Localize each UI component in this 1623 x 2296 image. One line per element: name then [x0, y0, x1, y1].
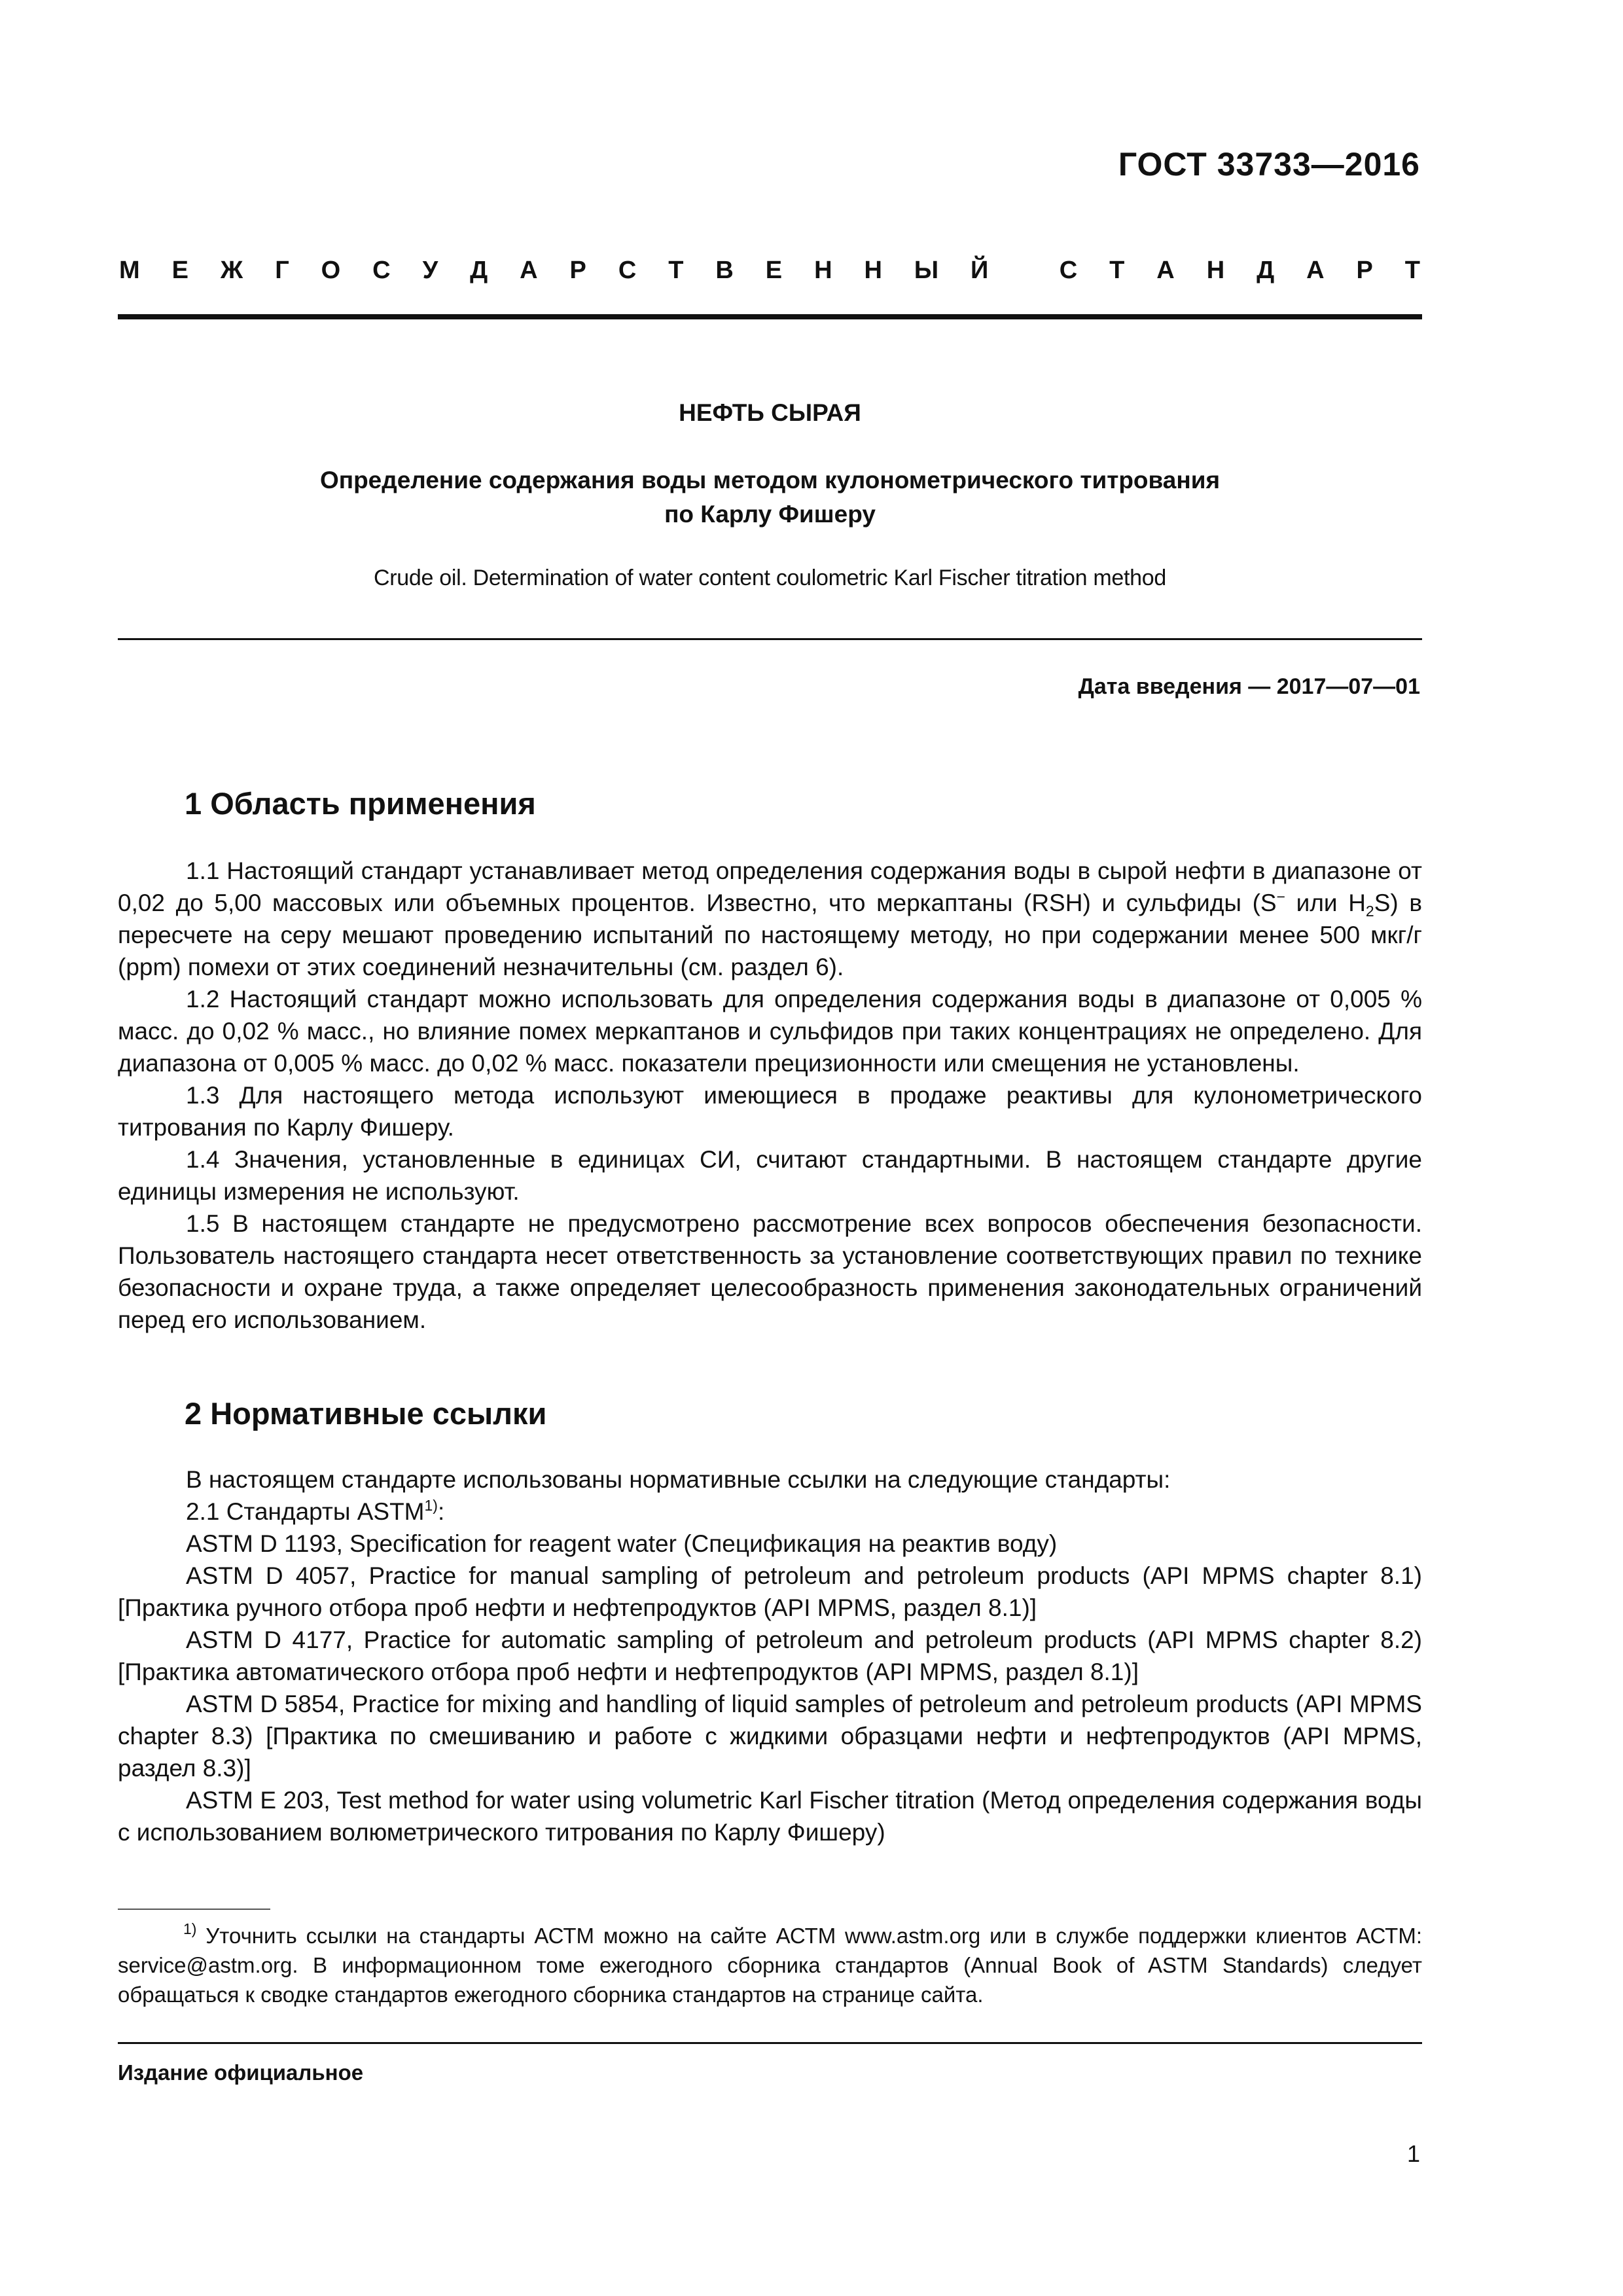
section-2-body	[118, 1463, 1422, 1848]
section-1-heading: 1 Область применения	[185, 786, 536, 821]
footer-rule	[118, 2042, 1422, 2044]
reference-astm-d4057: ASTM D 4057, Practice for manual sampling of petroleum and petroleum products (API MPMS chapter 8.1) [Практика ручного отбора проб нефти и нефтепродуктов (API MPMS, раздел 8.1)]	[118, 1562, 1422, 1621]
standard-kind-letter: В	[715, 257, 734, 284]
standard-kind-letter: Д	[1257, 257, 1275, 284]
standard-kind-letter: У	[422, 257, 438, 284]
footnote-separator	[118, 1909, 270, 1910]
paragraph-1-3: 1.3 Для настоящего метода используют имеющиеся в продаже реактивы для кулонометрического титрования по Карлу Фишеру.	[118, 1082, 1422, 1141]
standard-kind-letter: Н	[1206, 257, 1225, 284]
paragraph-1-5: 1.5 В настоящем стандарте не предусмотрено рассмотрение всех вопросов обеспечения безопасности. Пользователь настоящего стандарта несет ответственность за установление соответствующих правил по технике безопасности и охране труда, а также определяет целесообразность применения законодательных ограничений перед его использованием.	[118, 1210, 1422, 1333]
standard-kind-letter: Ы	[914, 257, 939, 284]
footnote	[118, 1921, 1422, 2009]
standard-kind-letter: А	[520, 257, 538, 284]
subtitle-line-1: Определение содержания воды методом кулонометрического титрования	[319, 467, 1221, 493]
official-edition-label: Издание официальное	[118, 2060, 364, 2085]
paragraph-1-4: 1.4 Значения, установленные в единицах СИ, считают стандартными. В настоящем стандарте другие единицы измерения не используют.	[118, 1146, 1422, 1205]
standard-kind-letter: Г	[275, 257, 289, 284]
section-2-intro: В настоящем стандарте использованы нормативные ссылки на следующие стандарты:	[186, 1466, 1171, 1493]
paragraph-2-1: 2.1 Стандарты ASTM$^{1)}$:	[186, 1497, 445, 1525]
reference-astm-e203: ASTM E 203, Test method for water using volumetric Karl Fischer titration (Метод определения содержания воды с использованием волюметрического титрования по Карлу Фишеру)	[118, 1787, 1422, 1846]
english-title: Crude oil. Determination of water content coulometric Karl Fischer titration method	[374, 565, 1166, 590]
standard-kind-letter: С	[618, 257, 637, 284]
standard-kind-letter: С	[372, 257, 391, 284]
standard-kind-letter: С	[1059, 257, 1078, 284]
subtitle-line-2: по Карлу Фишеру	[664, 501, 876, 528]
document-title: НЕФТЬ СЫРАЯ	[679, 399, 861, 426]
standard-kind-letter: А	[1156, 257, 1175, 284]
section-1-body	[118, 855, 1422, 1336]
standard-kind-letter: Т	[1109, 257, 1125, 284]
reference-astm-d1193: ASTM D 1193, Specification for reagent water (Спецификация на реактив воду)	[186, 1530, 1058, 1557]
footnote-text: Уточнить ссылки на стандарты АСТМ можно на сайте АСТМ www.astm.org или в службе поддержки клиентов АСТМ: service@astm.org. В информационном томе ежегодного сборника стандартов (Annual Book of ASTM Standards) следует обращаться к сводке стандартов ежегодного сборника стандартов на странице сайта.	[118, 1924, 1422, 2007]
standard-kind-letter: О	[321, 257, 341, 284]
reference-astm-d4177: ASTM D 4177, Practice for automatic sampling of petroleum and petroleum products (API MPMS chapter 8.2) [Практика автоматического отбора проб нефти и нефтепродуктов (API MPMS, раздел 8.1)]	[118, 1626, 1422, 1685]
standard-kind-letter: Н	[814, 257, 832, 284]
reference-astm-d5854: ASTM D 5854, Practice for mixing and handling of liquid samples of petroleum and petroleum products (API MPMS chapter 8.3) [Практика по смешиванию и работе с жидкими образцами нефти и нефтепродуктов (API MPMS, раздел 8.3)]	[118, 1691, 1422, 1782]
standard-kind-letter: Е	[171, 257, 188, 284]
standard-kind-letter: Ж	[220, 257, 243, 284]
standard-kind-letter: Т	[1404, 257, 1420, 284]
paragraph-1-1: 1.1 Настоящий стандарт устанавливает метод определения содержания воды в сырой нефти в диапазоне от 0,02 до 5,00 массовых или объемных процентов. Известно, что меркаптаны (RSH) и сульфиды (S− или $H_2S$) в пересчете на серу мешают проведению испытаний по настоящему методу, но при содержании менее 500 мкг/г (ppm) помехи от этих соединений незначительны (см. раздел 6).	[118, 857, 1422, 980]
standard-kind-letter: Е	[765, 257, 783, 284]
standard-kind-letter: Р	[1356, 257, 1373, 284]
standard-kind-letter: А	[1306, 257, 1325, 284]
standard-kind-letter: М	[119, 257, 140, 284]
page-number: 1	[1406, 2140, 1420, 2167]
standard-kind-heading	[119, 257, 1420, 285]
title-rule	[118, 638, 1422, 640]
standard-kind-letter: Н	[864, 257, 882, 284]
standard-kind-letter: Р	[569, 257, 586, 284]
footnote-marker: 1)	[183, 1920, 197, 1937]
document-subtitle	[118, 463, 1422, 531]
section-2-heading: 2 Нормативные ссылки	[185, 1396, 547, 1431]
standard-kind-letter: Й	[971, 257, 989, 284]
standard-kind-letter: Т	[668, 257, 684, 284]
standard-number: ГОСТ 33733—2016	[1118, 146, 1420, 183]
paragraph-1-2: 1.2 Настоящий стандарт можно использовать для определения содержания воды в диапазоне от 0,005 % масс. до 0,02 % масс., но влияние помех меркаптанов и сульфидов при таких концентрациях не определено. Для диапазона от 0,005 % масс. до 0,02 % масс. показатели прецизионности или смещения не установлены.	[118, 986, 1422, 1077]
introduction-date: Дата введения — 2017—07—01	[1078, 674, 1420, 699]
header-rule	[118, 314, 1422, 319]
standard-kind-letter: Д	[470, 257, 488, 284]
standard-kind-letter	[1020, 257, 1027, 285]
